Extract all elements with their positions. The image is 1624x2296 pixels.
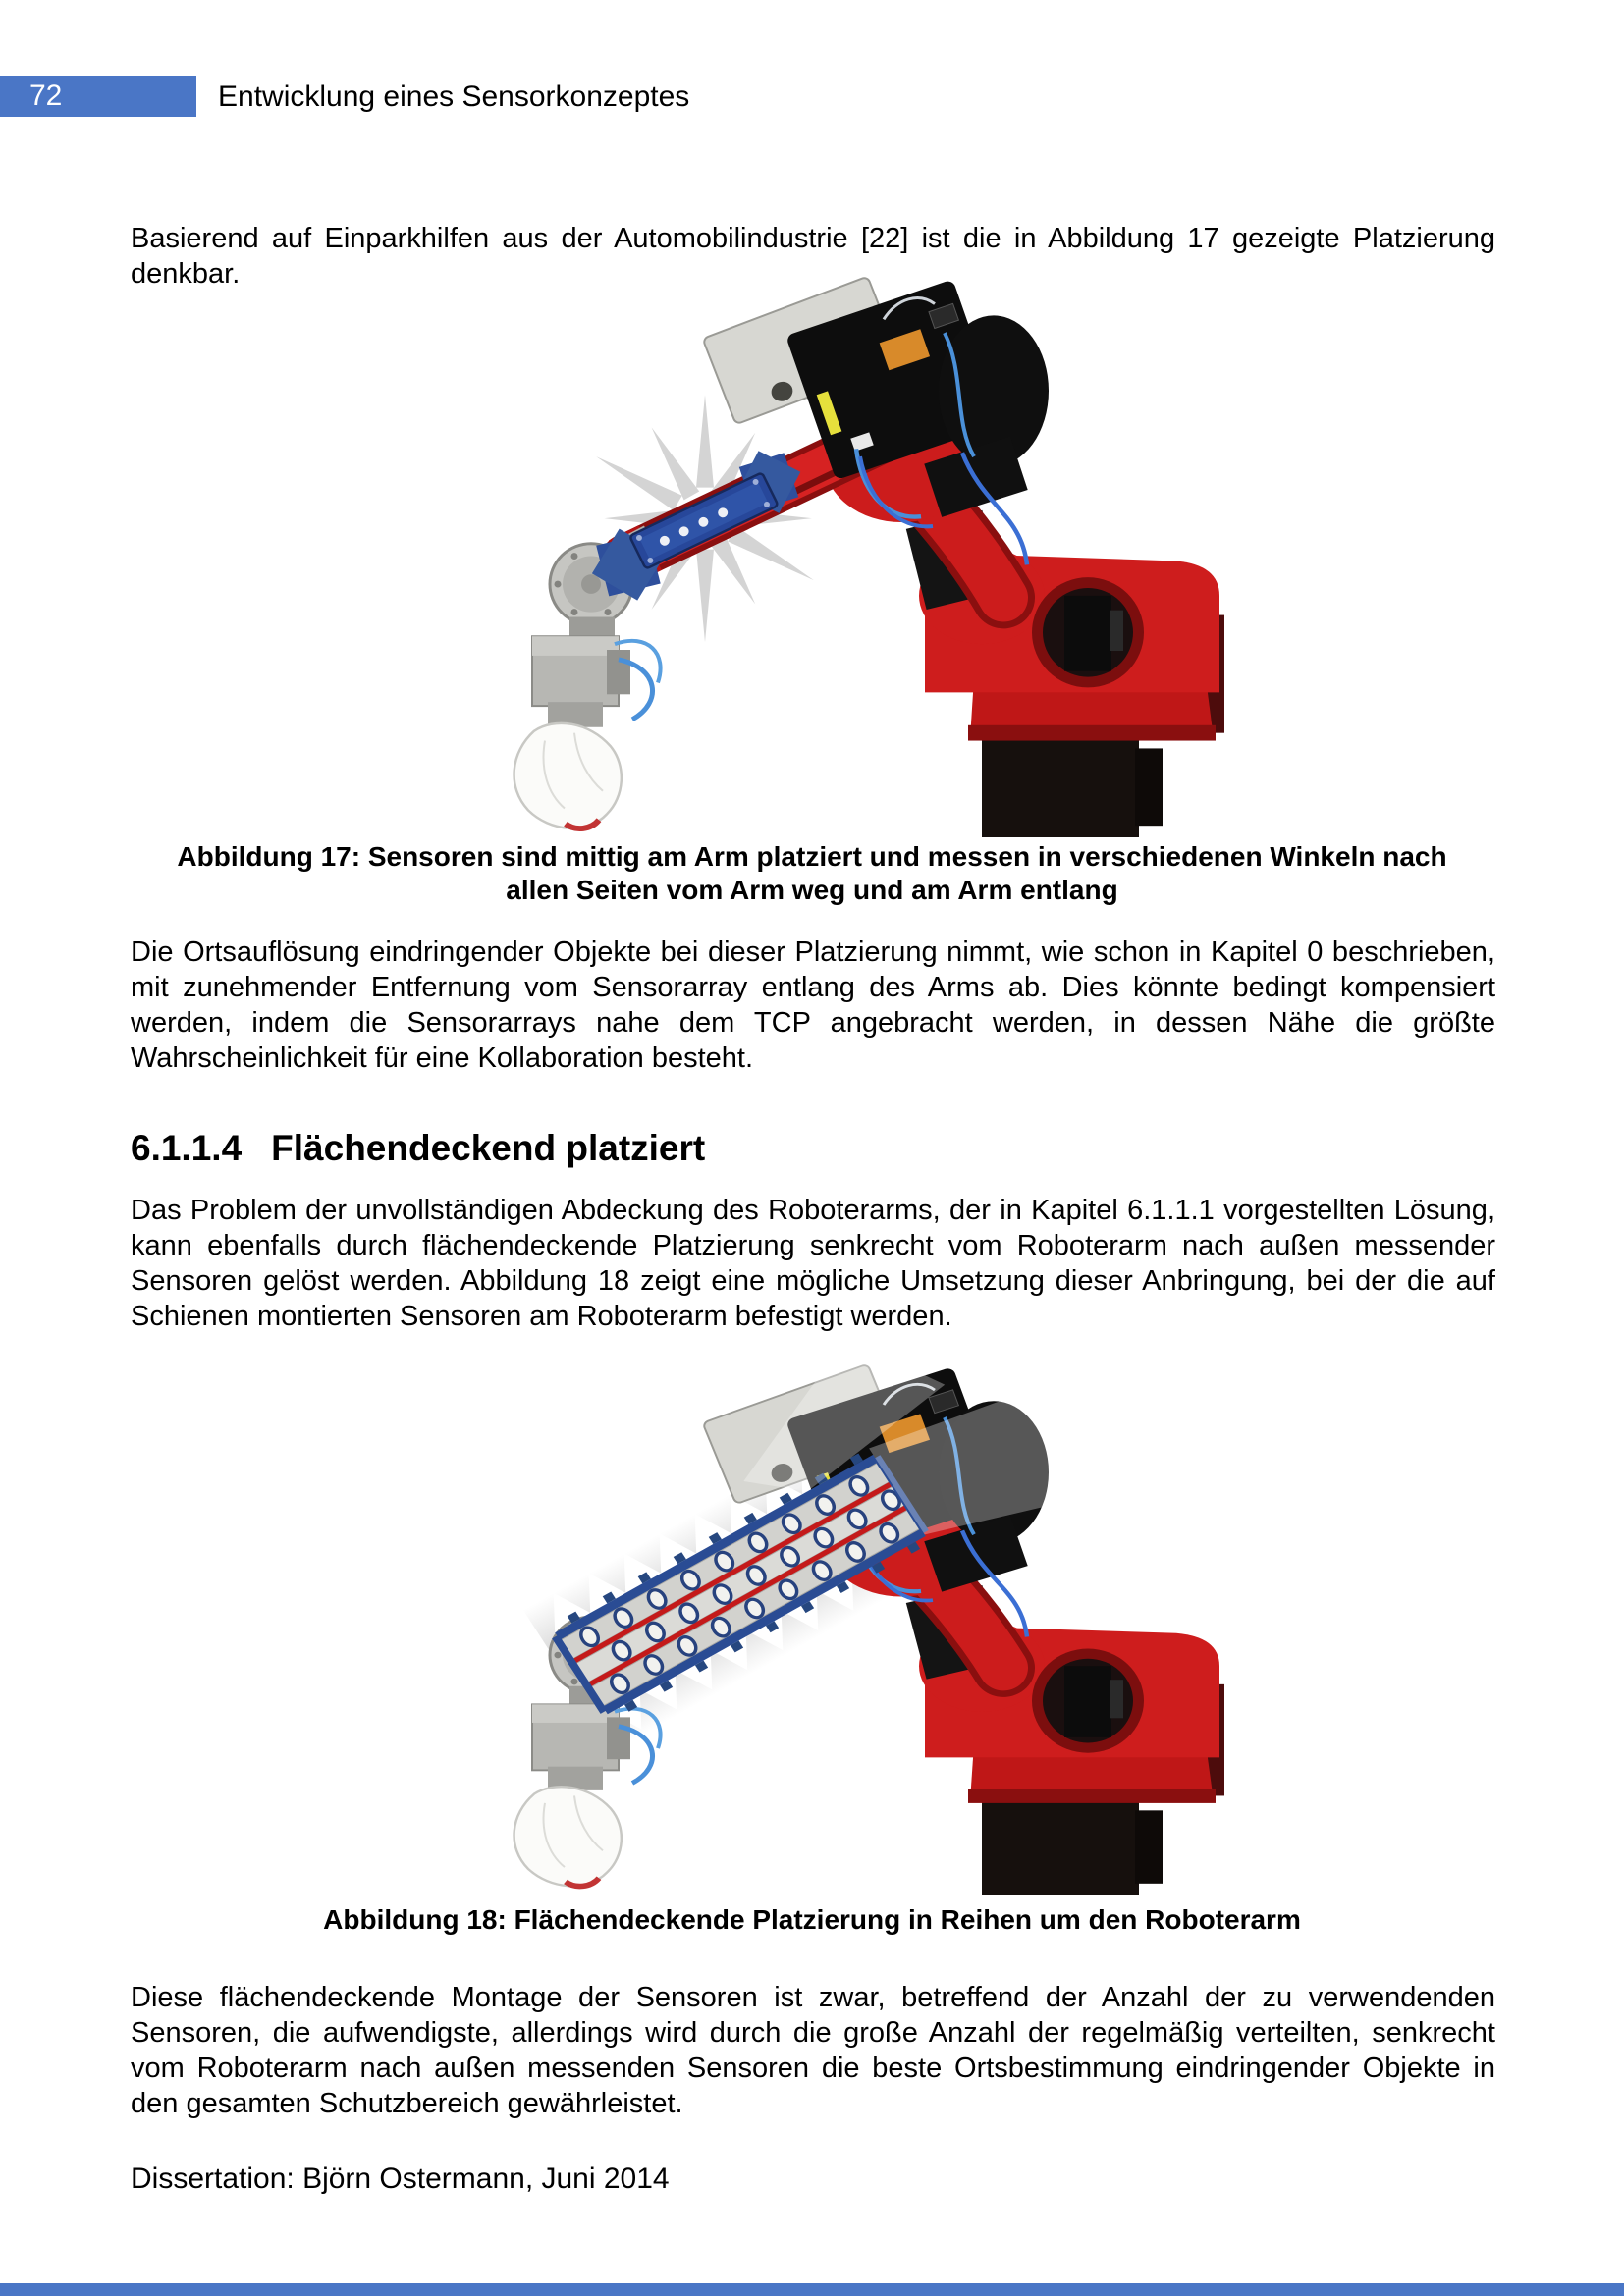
section-number: 6.1.1.4 [131,1127,243,1168]
figure-17-caption: Abbildung 17: Sensoren sind mittig am Arm platziert und messen in verschiedenen Winkeln nach allen Seiten vom Arm weg und am Arm entlang [177,841,1447,905]
section-heading [131,1128,705,1169]
figure-18 [471,1364,1237,1895]
page-number: 72 [29,80,63,112]
section-title: Flächendeckend platziert [271,1127,706,1168]
paragraph-coverage: Das Problem der unvollständigen Abdeckung des Roboterarms, der in Kapitel 6.1.1.1 vorgestellten Lösung, kann ebenfalls durch flächendeckende Platzierung senkrecht vom Roboterarm nach außen messender Sensoren gelöst werden. Abbildung 18 zeigt eine mögliche Umsetzung dieser Anbringung, bei der die auf Schienen montierten Sensoren am Roboterarm befestigt werden. [131,1195,1495,1332]
robot-arm-illustration-sensor-rails [471,1364,1237,1895]
robot-arm-illustration-sensors-mid-arm [471,277,1237,837]
running-header-title: Entwicklung eines Sensorkonzeptes [218,80,690,113]
footer-accent-bar [0,2283,1624,2296]
page-number-box [0,76,196,117]
paragraph-conclusion: Diese flächendeckende Montage der Sensoren ist zwar, betreffend der Anzahl der zu verwendenden Sensoren, die aufwendigste, allerdings wird durch die große Anzahl der regelmäßig verteilten, senkrecht vom Roboterarm nach außen messenden Sensoren die beste Ortsbestimmung eindringender Objekte in den gesamten Schutzbereich gewährleistet. [131,1982,1495,2119]
paragraph-resolution: Die Ortsauflösung eindringender Objekte bei dieser Platzierung nimmt, wie schon in Kapitel 0 beschrieben, mit zunehmender Entfernung vom Sensorarray entlang des Arms ab. Dies könnte bedingt kompensiert werden, indem die Sensorarrays nahe dem TCP angebracht werden, in dessen Nähe die größte Wahrscheinlichkeit für eine Kollaboration besteht. [131,936,1495,1074]
figure-18-caption: Abbildung 18: Flächendeckende Platzierung in Reihen um den Roboterarm [323,1904,1301,1935]
paragraph-intro: Basierend auf Einparkhilfen aus der Automobilindustrie [22] ist die in Abbildung 17 gezeigte Platzierung denkbar. [131,223,1495,290]
footer-text: Dissertation: Björn Ostermann, Juni 2014 [131,2163,670,2195]
figure-17 [471,277,1237,837]
